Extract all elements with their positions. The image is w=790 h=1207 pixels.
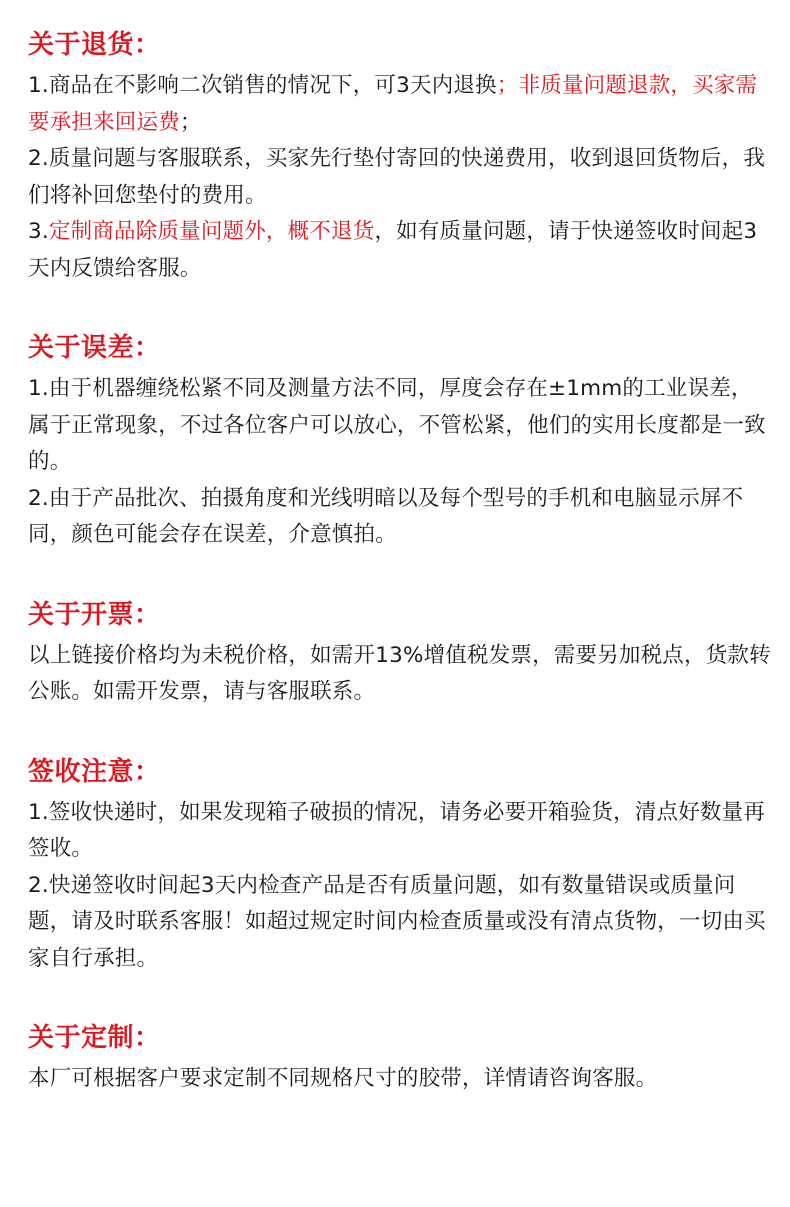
paragraph <box>28 68 773 141</box>
text-run: 3. <box>28 219 49 244</box>
policy-document <box>28 26 773 1098</box>
paragraph <box>28 371 773 481</box>
section-heading: 关于误差： <box>28 333 161 363</box>
paragraph <box>28 481 773 554</box>
text-run: 2.快递签收时间起3天内检查产品是否有质量问题，如有数量错误或质量问题，请及时联系客服！如超过规定时间内检查质量或没有清点货物，一切由买家自行承担。 <box>28 872 766 971</box>
text-run: 1.商品在不影响二次销售的情况下，可3天内退换 <box>28 73 497 98</box>
paragraph <box>28 868 773 978</box>
section-heading: 关于定制： <box>28 1023 161 1053</box>
text-run: 本厂可根据客户要求定制不同规格尺寸的胶带，详情请咨询客服。 <box>28 1066 658 1091</box>
section-tolerance <box>28 329 773 554</box>
paragraph <box>28 141 773 214</box>
text-run: 1.由于机器缠绕松紧不同及测量方法不同，厚度会存在±1mm的工业误差，属于正常现象，不过各位客户可以放心，不管松紧，他们的实用长度都是一致的。 <box>28 376 766 474</box>
text-run: ，如有质量问题，请于快递签收时间起3天内反馈给客服。 <box>28 219 758 281</box>
text-run: ； <box>179 109 202 135</box>
paragraph <box>28 795 773 868</box>
text-run: 2.由于产品批次、拍摄角度和光线明暗以及每个型号的手机和电脑显示屏不同，颜色可能会存在误差，介意慎拍。 <box>28 485 744 547</box>
text-run-highlight: 定制商品除质量问题外，概不退货 <box>48 219 375 244</box>
section-invoice <box>28 596 773 711</box>
text-run-highlight: ；非质量问题退款，买家需要承担来回运费 <box>28 73 758 135</box>
paragraph <box>28 638 773 711</box>
section-receipt <box>28 753 773 978</box>
text-run: 2.质量问题与客服联系，买家先行垫付寄回的快递费用，收到退回货物后，我们将补回您垫付的费用。 <box>28 146 766 208</box>
paragraph <box>28 1061 773 1098</box>
text-run: 以上链接价格均为未税价格，如需开13%增值税发票，需要另加税点，货款转公账。如需开发票，请与客服联系。 <box>28 642 771 704</box>
section-returns <box>28 26 773 287</box>
section-heading: 签收注意： <box>28 756 161 787</box>
section-customization <box>28 1019 773 1098</box>
section-heading: 关于开票： <box>28 599 161 630</box>
paragraph <box>28 214 773 287</box>
text-run: 1.签收快递时，如果发现箱子破损的情况，请务必要开箱验货，清点好数量再签收。 <box>28 799 766 861</box>
section-heading: 关于退货： <box>28 30 161 60</box>
